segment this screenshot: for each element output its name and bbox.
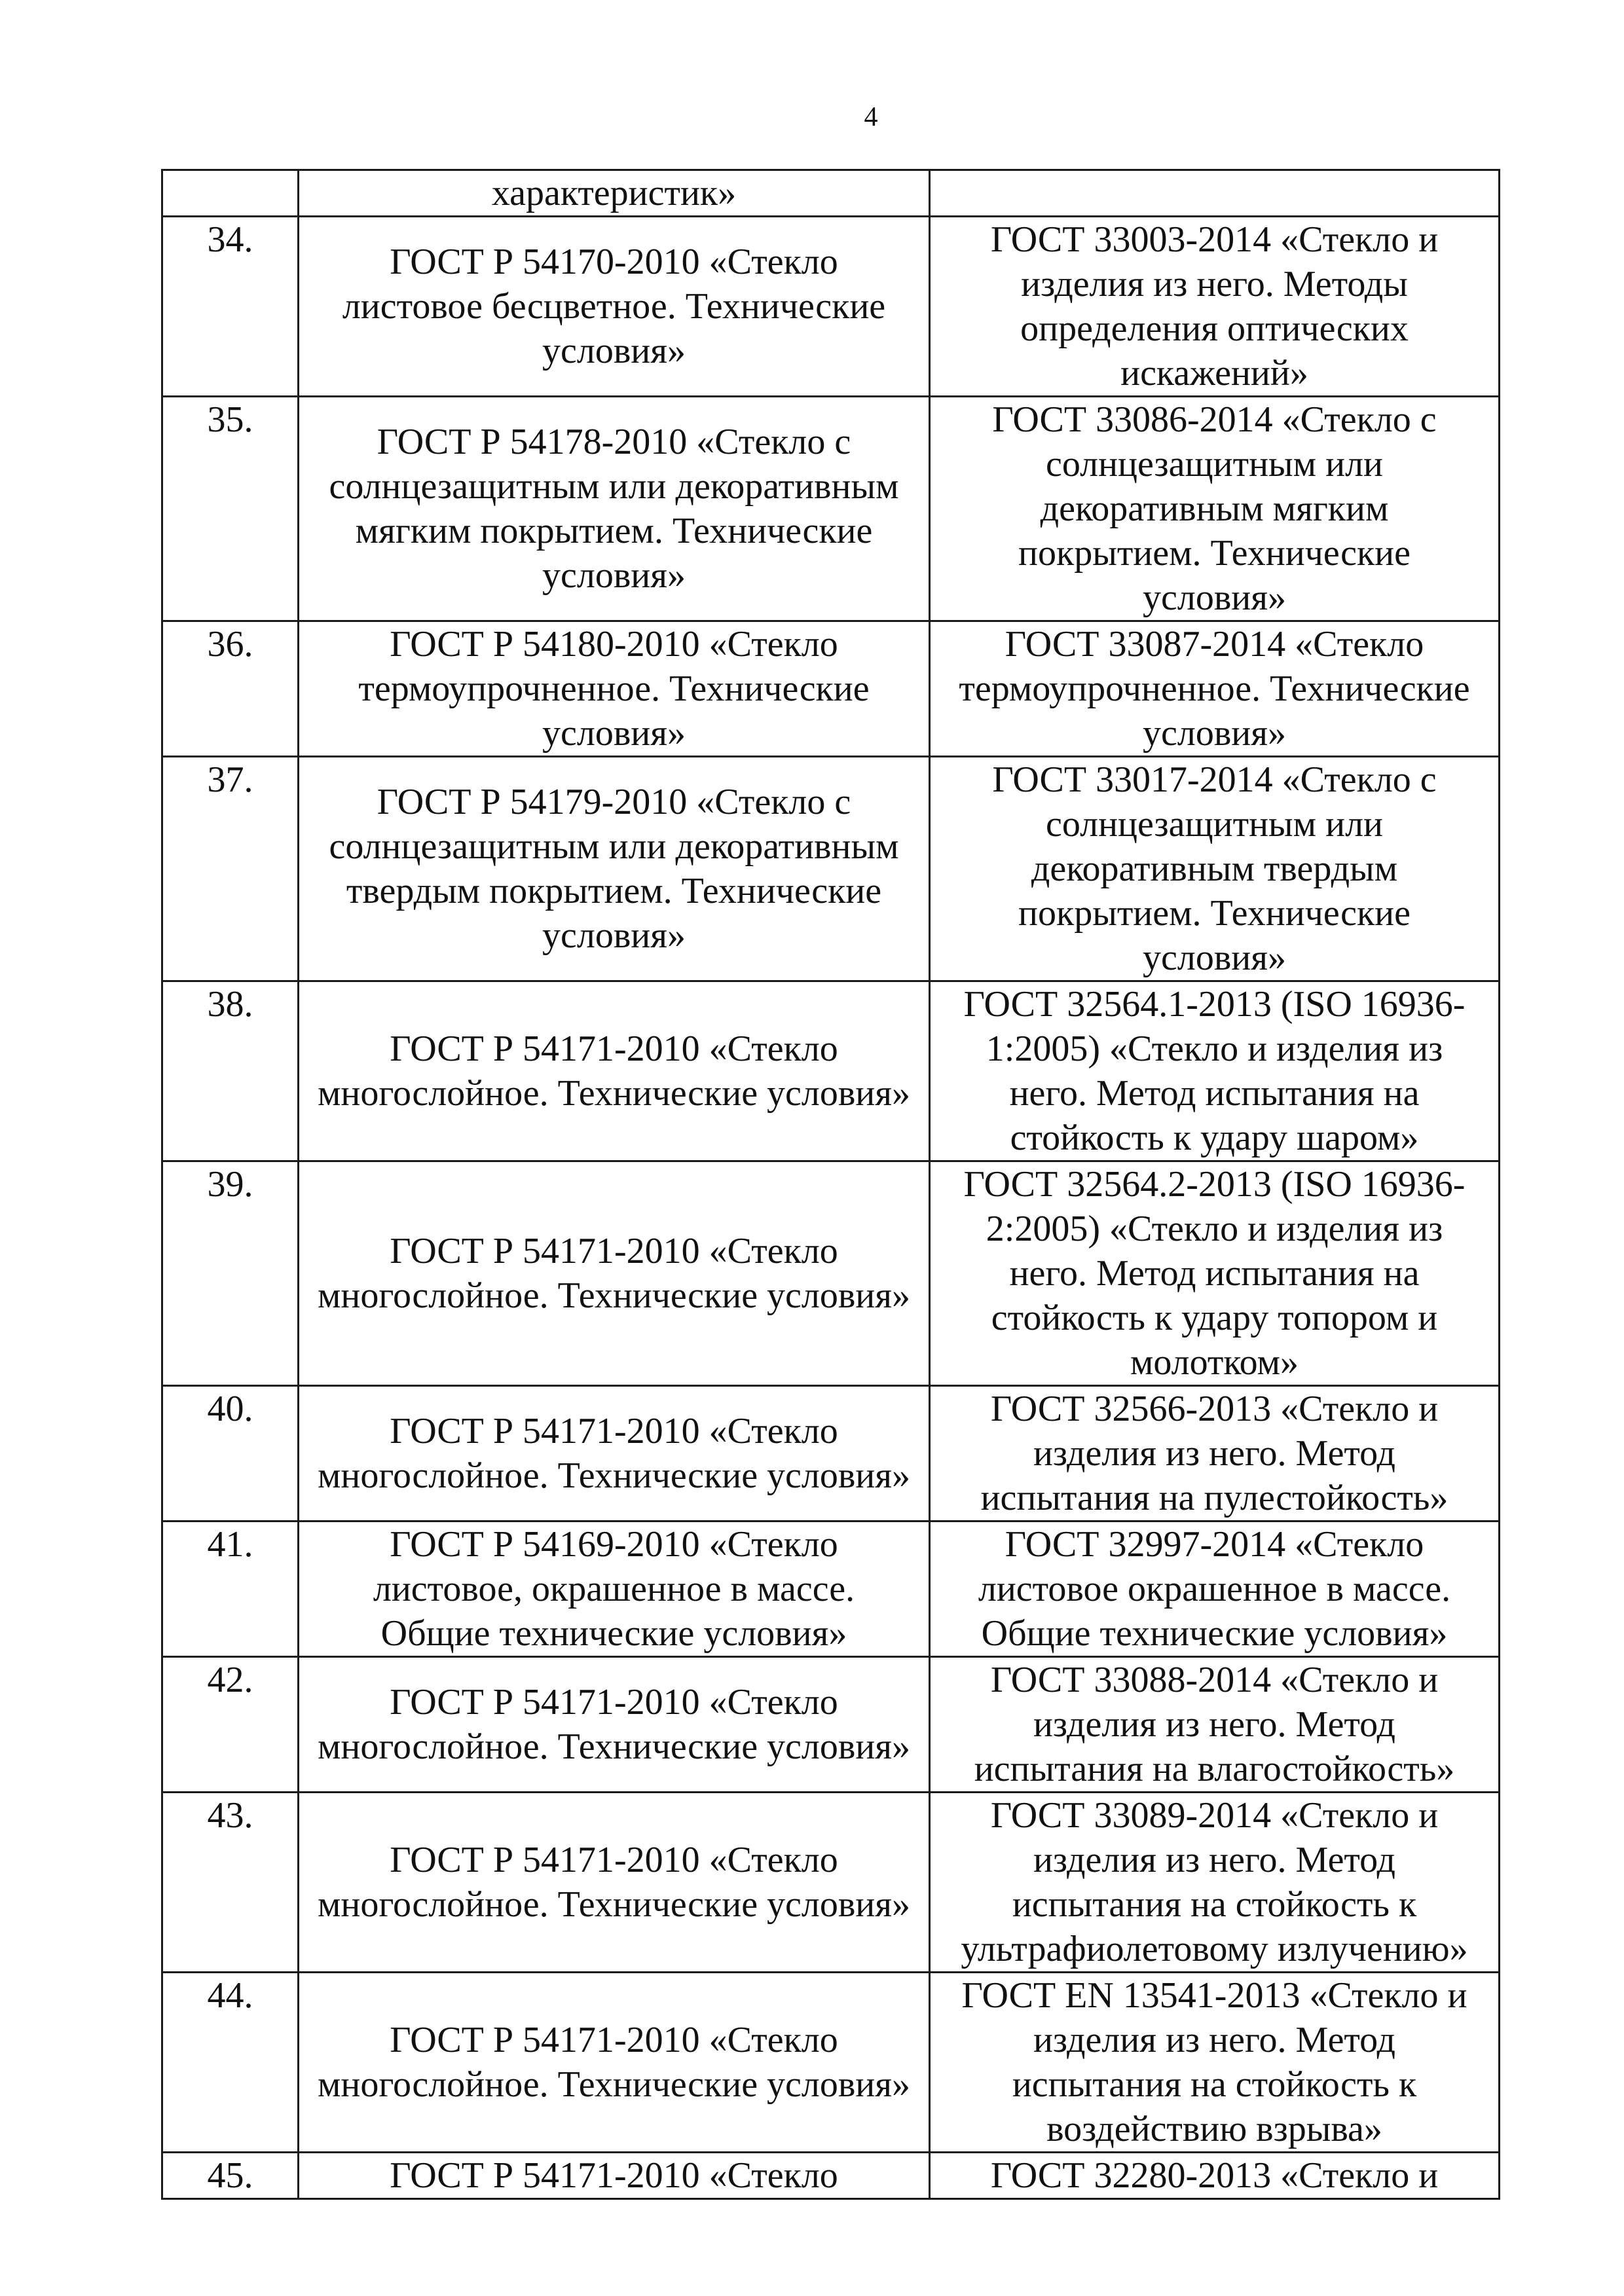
new-standard-cell: ГОСТ 32566-2013 «Стекло и изделия из него. Метод испытания на пулестойкость» — [930, 1386, 1500, 1522]
new-standard-cell: ГОСТ 32280-2013 «Стекло и — [930, 2153, 1500, 2199]
table-row — [162, 1161, 1500, 1386]
old-standard-cell: ГОСТ Р 54178-2010 «Стекло с солнцезащитным или декоративным мягким покрытием. Технические условия» — [299, 397, 930, 621]
row-number-cell: 34. — [162, 217, 299, 397]
row-number-cell: 44. — [162, 1973, 299, 2153]
table-row — [162, 2153, 1500, 2199]
new-standard-cell: ГОСТ EN 13541-2013 «Стекло и изделия из него. Метод испытания на стойкость к воздействию взрыва» — [930, 1973, 1500, 2153]
new-standard-cell: ГОСТ 33086-2014 «Стекло с солнцезащитным или декоративным мягким покрытием. Технические условия» — [930, 397, 1500, 621]
new-standard-cell: ГОСТ 32564.1-2013 (ISO 16936- 1:2005) «Стекло и изделия из него. Метод испытания на стойкость к удару шаром» — [930, 981, 1500, 1161]
new-standard-cell — [930, 170, 1500, 217]
new-standard-cell: ГОСТ 33003-2014 «Стекло и изделия из него. Методы определения оптических искажений» — [930, 217, 1500, 397]
old-standard-cell: ГОСТ Р 54169-2010 «Стекло листовое, окрашенное в массе. Общие технические условия» — [299, 1522, 930, 1657]
table-row — [162, 1973, 1500, 2153]
row-number-cell: 45. — [162, 2153, 299, 2199]
row-number-cell: 41. — [162, 1522, 299, 1657]
old-standard-cell: ГОСТ Р 54171-2010 «Стекло многослойное. Технические условия» — [299, 1386, 930, 1522]
row-number-cell: 35. — [162, 397, 299, 621]
new-standard-cell: ГОСТ 33088-2014 «Стекло и изделия из него. Метод испытания на влагостойкость» — [930, 1657, 1500, 1793]
new-standard-cell: ГОСТ 33087-2014 «Стекло термоупрочненное. Технические условия» — [930, 621, 1500, 757]
old-standard-cell: ГОСТ Р 54170-2010 «Стекло листовое бесцветное. Технические условия» — [299, 217, 930, 397]
old-standard-cell: ГОСТ Р 54171-2010 «Стекло многослойное. Технические условия» — [299, 1161, 930, 1386]
table-row — [162, 1522, 1500, 1657]
row-number-cell: 42. — [162, 1657, 299, 1793]
new-standard-cell: ГОСТ 32564.2-2013 (ISO 16936- 2:2005) «Стекло и изделия из него. Метод испытания на стойкость к удару топором и молотком» — [930, 1161, 1500, 1386]
old-standard-cell: ГОСТ Р 54180-2010 «Стекло термоупрочненное. Технические условия» — [299, 621, 930, 757]
table-row — [162, 1657, 1500, 1793]
table-row — [162, 1793, 1500, 1973]
old-standard-cell: характеристик» — [299, 170, 930, 217]
row-number-cell: 38. — [162, 981, 299, 1161]
old-standard-cell: ГОСТ Р 54179-2010 «Стекло с солнцезащитным или декоративным твердым покрытием. Технические условия» — [299, 757, 930, 981]
old-standard-cell: ГОСТ Р 54171-2010 «Стекло многослойное. Технические условия» — [299, 1973, 930, 2153]
standards-table — [161, 169, 1500, 2200]
table-row — [162, 981, 1500, 1161]
new-standard-cell: ГОСТ 33017-2014 «Стекло с солнцезащитным или декоративным твердым покрытием. Технические условия» — [930, 757, 1500, 981]
row-number-cell: 37. — [162, 757, 299, 981]
table-row — [162, 1386, 1500, 1522]
table-row — [162, 217, 1500, 397]
new-standard-cell: ГОСТ 32997-2014 «Стекло листовое окрашенное в массе. Общие технические условия» — [930, 1522, 1500, 1657]
row-number-cell — [162, 170, 299, 217]
table-row — [162, 757, 1500, 981]
table-row — [162, 621, 1500, 757]
old-standard-cell: ГОСТ Р 54171-2010 «Стекло многослойное. Технические условия» — [299, 1793, 930, 1973]
row-number-cell: 36. — [162, 621, 299, 757]
new-standard-cell: ГОСТ 33089-2014 «Стекло и изделия из него. Метод испытания на стойкость к ультрафиолетовому излучению» — [930, 1793, 1500, 1973]
old-standard-cell: ГОСТ Р 54171-2010 «Стекло многослойное. Технические условия» — [299, 981, 930, 1161]
row-number-cell: 43. — [162, 1793, 299, 1973]
row-number-cell: 40. — [162, 1386, 299, 1522]
page-number: 4 — [864, 102, 878, 132]
table-row — [162, 397, 1500, 621]
table-row-continuation — [162, 170, 1500, 217]
old-standard-cell: ГОСТ Р 54171-2010 «Стекло многослойное. Технические условия» — [299, 1657, 930, 1793]
row-number-cell: 39. — [162, 1161, 299, 1386]
old-standard-cell: ГОСТ Р 54171-2010 «Стекло — [299, 2153, 930, 2199]
